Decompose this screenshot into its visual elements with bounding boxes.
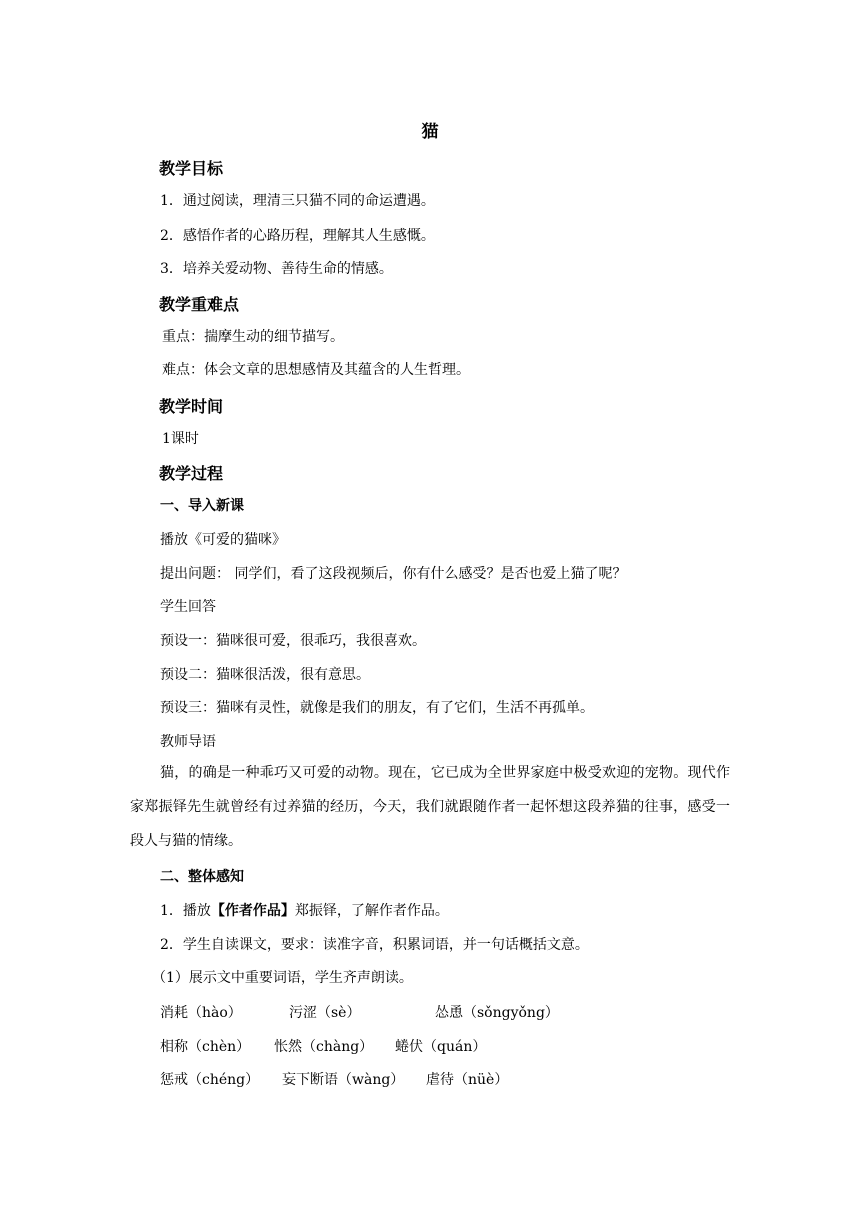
process-line: 教师导语: [160, 734, 216, 750]
process-line: 预设三：猫咪有灵性，就像是我们的朋友，有了它们，生活不再孤单。: [160, 700, 594, 716]
vocab-word: 惩戒（chéng）: [160, 1072, 260, 1088]
process-line: 预设一：猫咪很可爱，很乖巧，我很喜欢。: [160, 633, 426, 649]
overview-item-1: [160, 900, 449, 920]
goal-item: 2．感悟作者的心路历程，理解其人生感慨。: [160, 228, 435, 244]
vocab-word: 虐待（nüè）: [426, 1072, 509, 1088]
goal-item: 1．通过阅读，理清三只猫不同的命运遭遇。: [160, 193, 435, 209]
teacher-intro-paragraph: 猫，的确是一种乖巧又可爱的动物。现在，它已成为全世界家庭中极受欢迎的宠物。现代作家郑振铎先生就曾经有过养猫的经历，今天，我们就跟随作者一起怀想这段养猫的往事，感受一段人与猫的情缘。: [130, 765, 730, 849]
process-line: 播放《可爱的猫咪》: [160, 532, 286, 548]
overview-item-1-suffix: 郑振铎，了解作者作品。: [294, 903, 449, 919]
process-line: 学生回答: [160, 599, 216, 615]
overview-item-1-prefix: 1．播放: [160, 903, 211, 919]
vocab-word: 妄下断语（wàng）: [282, 1072, 405, 1088]
section-heading-overview: 二、整体感知: [160, 869, 244, 885]
document-title: 猫: [421, 122, 439, 142]
process-line: 提出问题： 同学们，看了这段视频后，你有什么感受？是否也爱上猫了呢？: [160, 566, 627, 582]
key-point-difficulty: 难点：体会文章的思想感情及其蕴含的人生哲理。: [162, 362, 470, 378]
vocab-word: 怂恿（sǒngyǒng）: [435, 1005, 559, 1021]
heading-teaching-process: 教学过程: [159, 464, 224, 483]
vocab-word: 相称（chèn）: [160, 1039, 251, 1055]
key-point-focus: 重点：揣摩生动的细节描写。: [162, 329, 344, 345]
overview-item-3: （1）展示文中重要词语，学生齐声朗读。: [152, 970, 413, 986]
vocab-word: 消耗（hào）: [160, 1005, 242, 1021]
process-line: 预设二：猫咪很活泼，很有意思。: [160, 667, 370, 683]
goal-item: 3．培养关爱动物、善待生命的情感。: [160, 261, 393, 277]
vocab-word: 怅然（chàng）: [274, 1039, 374, 1055]
teaching-time-value: 1课时: [162, 431, 199, 447]
section-heading-intro: 一、导入新课: [160, 498, 244, 514]
vocab-word: 蜷伏（quán）: [395, 1039, 487, 1055]
overview-item-1-tag: 【作者作品】: [210, 903, 295, 919]
heading-teaching-time: 教学时间: [159, 397, 224, 416]
heading-teaching-goals: 教学目标: [159, 159, 224, 178]
vocab-word: 污涩（sè）: [289, 1005, 361, 1021]
heading-key-points: 教学重难点: [159, 295, 240, 314]
overview-item-2: 2．学生自读课文，要求：读准字音，积累词语，并一句话概括文意。: [160, 937, 589, 953]
